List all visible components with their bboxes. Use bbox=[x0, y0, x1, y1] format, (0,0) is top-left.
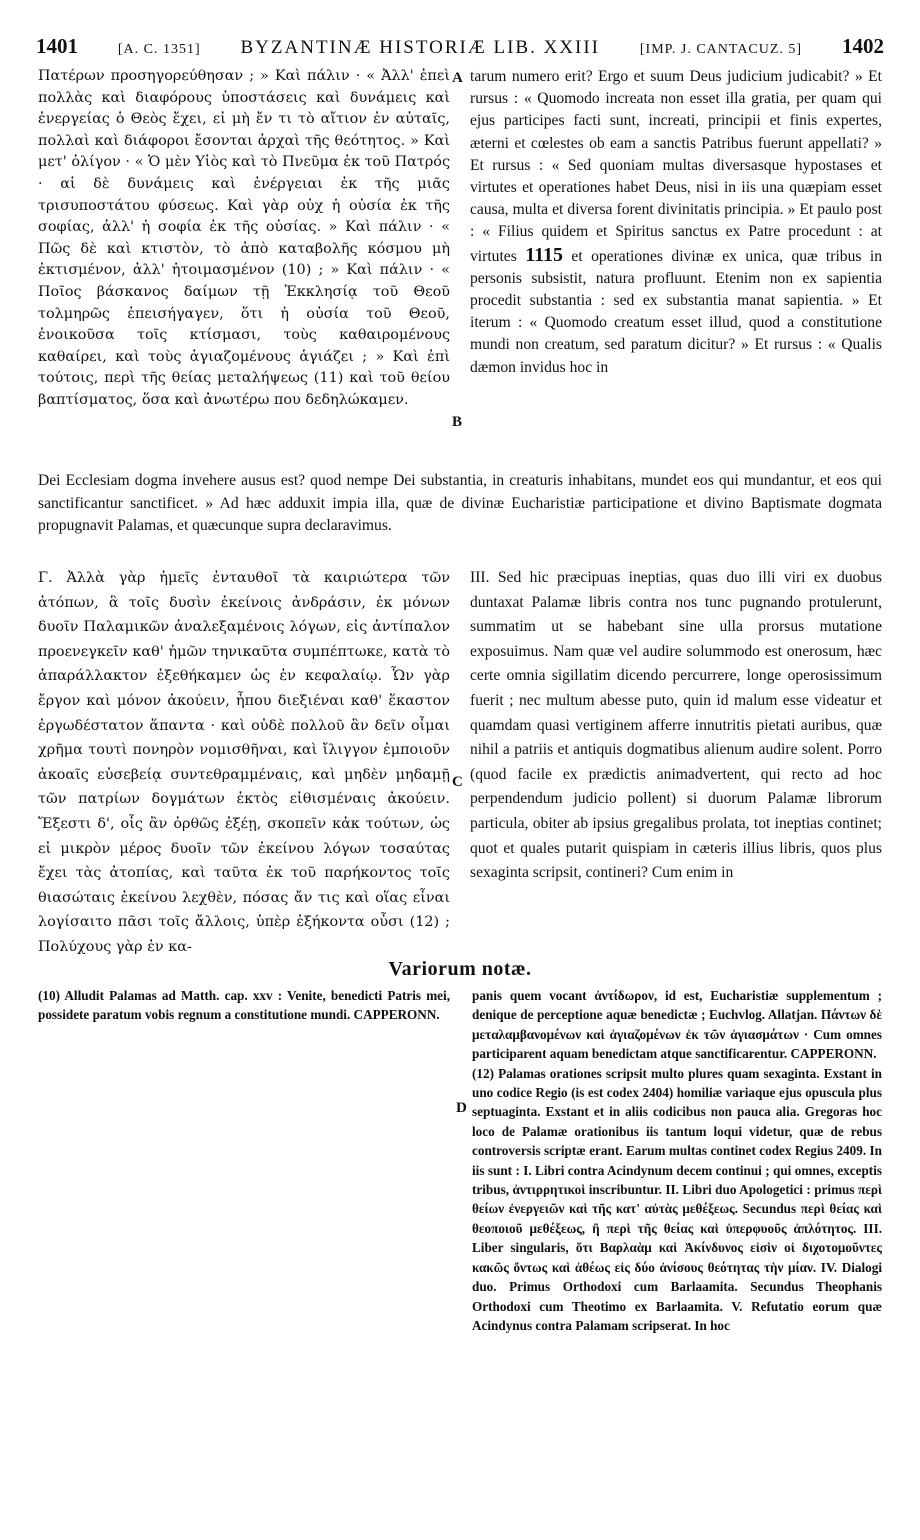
left-page-number: 1401 bbox=[36, 34, 78, 58]
notes-right-column bbox=[472, 986, 882, 1335]
margin-letter-b: B bbox=[452, 414, 463, 430]
margin-letter-d: D bbox=[456, 1100, 467, 1116]
right-page-number: 1402 bbox=[841, 34, 884, 58]
margin-letter-a: A bbox=[452, 70, 463, 86]
margin-letter-c: C bbox=[452, 774, 463, 790]
latin-column-middle bbox=[470, 566, 882, 886]
column-number: 1115 bbox=[525, 243, 563, 266]
latin-paragraph-cont: et operationes divinæ ex unica, quæ tribus in personis subsistit, natura profluunt. Etenim non ex sapientia procedit substantia : sed ex substantia manat sapientia. » Et iterum : « Quomodo creatum esset illud, quod a constitutione mundi non creatum, sed paratum dicitur? » Et rursus : « Qualis dæmon invidus hoc in bbox=[470, 247, 882, 376]
note-item: (10) Alludit Palamas ad Matth. cap. xxv : Venite, benedicti Patris mei, possidete paratum vobis regnum a constitutione mundi. CAPPERONN. bbox=[38, 988, 450, 1023]
left-date-meta: [A. C. 1351] bbox=[117, 42, 201, 57]
notes-heading: Variorum notæ. bbox=[388, 958, 532, 980]
greek-column-upper bbox=[38, 66, 450, 412]
note-item: panis quem vocant ἀντίδωρον, id est, Eucharistiæ supplementum ; denique de perceptione aquæ benedictæ ; Euchvlog. Allatjan. Πάντων δὲ μεταλαμβανομένων καὶ ἁγιαζομένων ἐκ τῶν ἁγιασμάτων · Cum omnes participarent aquam benedictam atque sanctificarentur. CAPPERONN. bbox=[472, 988, 882, 1062]
latin-paragraph: tarum numero erit? Ergo et suum Deus judicium judicabit? » Et rursus : « Quomodo increata non esset illa gratia, per quam qui ejus participes facti sunt, increati, principii et finis expertes, æterni et cœlestes ob eam a sanctis Patribus fuerunt appellati? » Et rursus : « Sed quoniam multas diversasque hypostases et virtutes et operationes habet Deus, nisi in iis una quæpiam esset causa, multa et diversa forent divinitatis principia. » Et paulo post : « Filius quidem et Spiritus sanctus ex Patre procedunt : at virtutes bbox=[470, 68, 882, 265]
note-item: (12) Palamas orationes scripsit multo plures quam sexaginta. Exstant in uno codice Regio (is est codex 2404) homiliæ variaque ejus opuscula plus septuaginta. Exstant et in aliis codicibus non pauca alia. Gregoras hoc loco de Palamæ orationibus iis tantum loqui videtur, quæ de rebus controversis scriptæ erant. Earum multas continet codex Regius 2409. In iis sunt : I. Libri contra Acindynum decem continui ; qui omnes, exceptis tribus, ἀντιρρητικοὶ inscribuntur. II. Libri duo Apologetici : primus περὶ θείων ἐνεργειῶν καὶ τῆς κατ' αὐτὰς μεθέξεως. Secundus περὶ θείας καὶ θεοποιοῦ μεθέξεως, ἢ περὶ τῆς θείας καὶ ὑπερφυοῦς ἁπλότητος. III. Liber singularis, ὅτι Βαρλαὰμ καὶ Ἀκίνδυνος εἰσὶν οἱ διχοτομοῦντες κακῶς ὄντως καὶ ἀθέως εἰς δύο ἀνίσους θεότητας τὴν μίαν. IV. Dialogi duo. Primus Orthodoxi cum Barlaamita. Secundus Theophanis Orthodoxi cum Theotimo ex Barlaamita. V. Refutatio eorum quæ Acindynus contra Palamam scripserat. In hoc bbox=[472, 1065, 882, 1333]
running-title: BYZANTINÆ HISTORIÆ LIB. XXIII bbox=[240, 37, 601, 58]
running-header bbox=[36, 34, 884, 60]
latin-column-upper bbox=[470, 66, 882, 379]
greek-paragraph-2: Γ. Ἀλλὰ γὰρ ἡμεῖς ἐνταυθοῖ τὰ καιριώτερα τῶν ἀτόπων, ἃ τοῖς δυσὶν ἐκείνοις ἀνδράσιν, ἐκ μόνων δυοῖν Παλαμικῶν ἀναλεξαμένοις λόγων, εἰς ἀντίπαλον προενεγκεῖν καθ' ἡμῶν τηνικαῦτα συμπέπτωκε, κατὰ τὸ ἀπαράλλακτον ἐξεθήκαμεν ὡς ἐν κεφαλαίῳ. Ὧν γὰρ ἔργον καὶ μόνον ἀκούειν, ἦπου διεξιέναι καθ' ἕκαστον ἐργωδέστατον ἅπαντα · καὶ οὐδὲ πολλοῦ ἂν δεῖν οἶμαι χρῆμα τουτὶ πονηρὸν νομισθῆναι, καὶ ἴλιγγον ἐμποιοῦν ἀκοαῖς εὐσεβείᾳ συντεθραμμέναις, καὶ μηδὲν μηδαμῇ τῶν πατρίων δογμάτων ἐκτὸς εἰθισμέναις ἀκούειν. Ἔξεστι δ', οἷς ἂν ὀρθῶς ἐξέῃ, σκοπεῖν κἀκ τούτων, ὡς εἰ μικρὸν μέρος δυοῖν τῶν ἐκείνου λόγων τοσαύτας ἔχει τὰς ἀτοπίας, καὶ ταῦτα ἐκ τοῦ παρήκοντος τοῖς θιασώταις ἐκείνου λεχθὲν, πόσας ἄν τις καὶ οἵας εἶναι λογίσαιτο πᾶσι τοῖς ἄλλοις, ὑπὲρ ἑξήκοντα οὖσι (12) ; Πολύχους γὰρ ἐν κα- bbox=[38, 570, 450, 955]
right-reign-meta: [IMP. J. CANTACUZ. 5] bbox=[639, 42, 803, 57]
latin-span-text: Dei Ecclesiam dogma invehere ausus est? quod nempe Dei substantia, in creaturis inhabitans, mundet eos qui mundantur, et eos qui sanctificantur sanctificet. » Ad hæc adduxit impia illa, quæ de divinæ Eucharistiæ participatione et divino Baptismate dogmata propugnavit Palamas, et quæcunque supra declaravimus. bbox=[38, 472, 882, 535]
latin-paragraph-2: III. Sed hic præcipuas ineptias, quas duo illi viri ex duobus duntaxat Palamæ libris contra nos tunc pugnando protulerunt, summatim ut se habebant sine ulla prorsus mutatione exposuimus. Nam quæ vel audire solummodo est onerosum, hæc certe omnia sigillatim dicendo percurrere, longe operosissimum fuerit ; nec multum abesse puto, quin id malum esse videatur et quamdam quasi vertiginem afferre innutritis pietati auribus, quæ nihil a patriis et antiquis dogmatibus alienum audire solent. Porro (quod facile ex prædictis animadvertent, qui recto ad hoc perpendendum judicio pollent) si duorum Palamæ librorum particula, obiter ab ipsius gregalibus prolata, tot ineptias continet; quot et quales putarit quispiam in cæteris illius libris, quos plus sexaginta scripsit, contineri? Cum enim in bbox=[470, 569, 882, 882]
latin-span-paragraph bbox=[38, 470, 882, 538]
greek-column-middle bbox=[38, 566, 450, 960]
notes-left-column bbox=[38, 986, 450, 1025]
greek-paragraph: Πατέρων προσηγορεύθησαν ; » Καὶ πάλιν · « Ἀλλ' ἐπεὶ πολλὰς καὶ διαφόρους ὑποστάσεις καὶ δυνάμεις καὶ ἐνεργείας ὁ Θεὸς ἔχει, εἰ μὴ ἔν τι τὸ αἴτιον ἐν αὐταῖς, πολλαὶ καὶ διάφοροι ἔσονται ἀρχαὶ τῆς θεότητος. » Καὶ μετ' ὀλίγον · « Ὁ μὲν Υἱὸς καὶ τὸ Πνεῦμα ἐκ τοῦ Πατρός · αἱ δὲ δυνάμεις καὶ ἐνέργειαι ἐκ τῆς μιᾶς τρισυποστάτου φύσεως. Καὶ γὰρ οὐχ ἡ οὐσία ἐκ τῆς σοφίας, ἀλλ' ἡ σοφία ἐκ τῆς οὐσίας. » Καὶ πάλιν · « Πῶς δὲ καὶ κτιστὸν, τὸ ἀπὸ καταβολῆς κόσμου μὴ ἐκτισμένον, ἀλλ' ἡτοιμασμένον (10) ; » Καὶ πάλιν · « Ποῖος βάσκανος δαίμων τῇ Ἐκκλησίᾳ τοῦ Θεοῦ τολμηρῶς ἐπεισήγαγεν, ὅτι ἡ οὐσία τοῦ Θεοῦ, ἐνοικοῦσα τοῖς κτίσμασι, τοὺς καθαιρομένους καθαίρει, καὶ τοὺς ἁγιαζομένους ἁγιάζει ; » Καὶ ἐπὶ τούτοις, περὶ τῆς θείας μεταλήψεως (11) καὶ τοῦ θείου βαπτίσματος, ὅσα καὶ ἀνωτέρω που δεδηλώκαμεν. bbox=[38, 68, 450, 408]
